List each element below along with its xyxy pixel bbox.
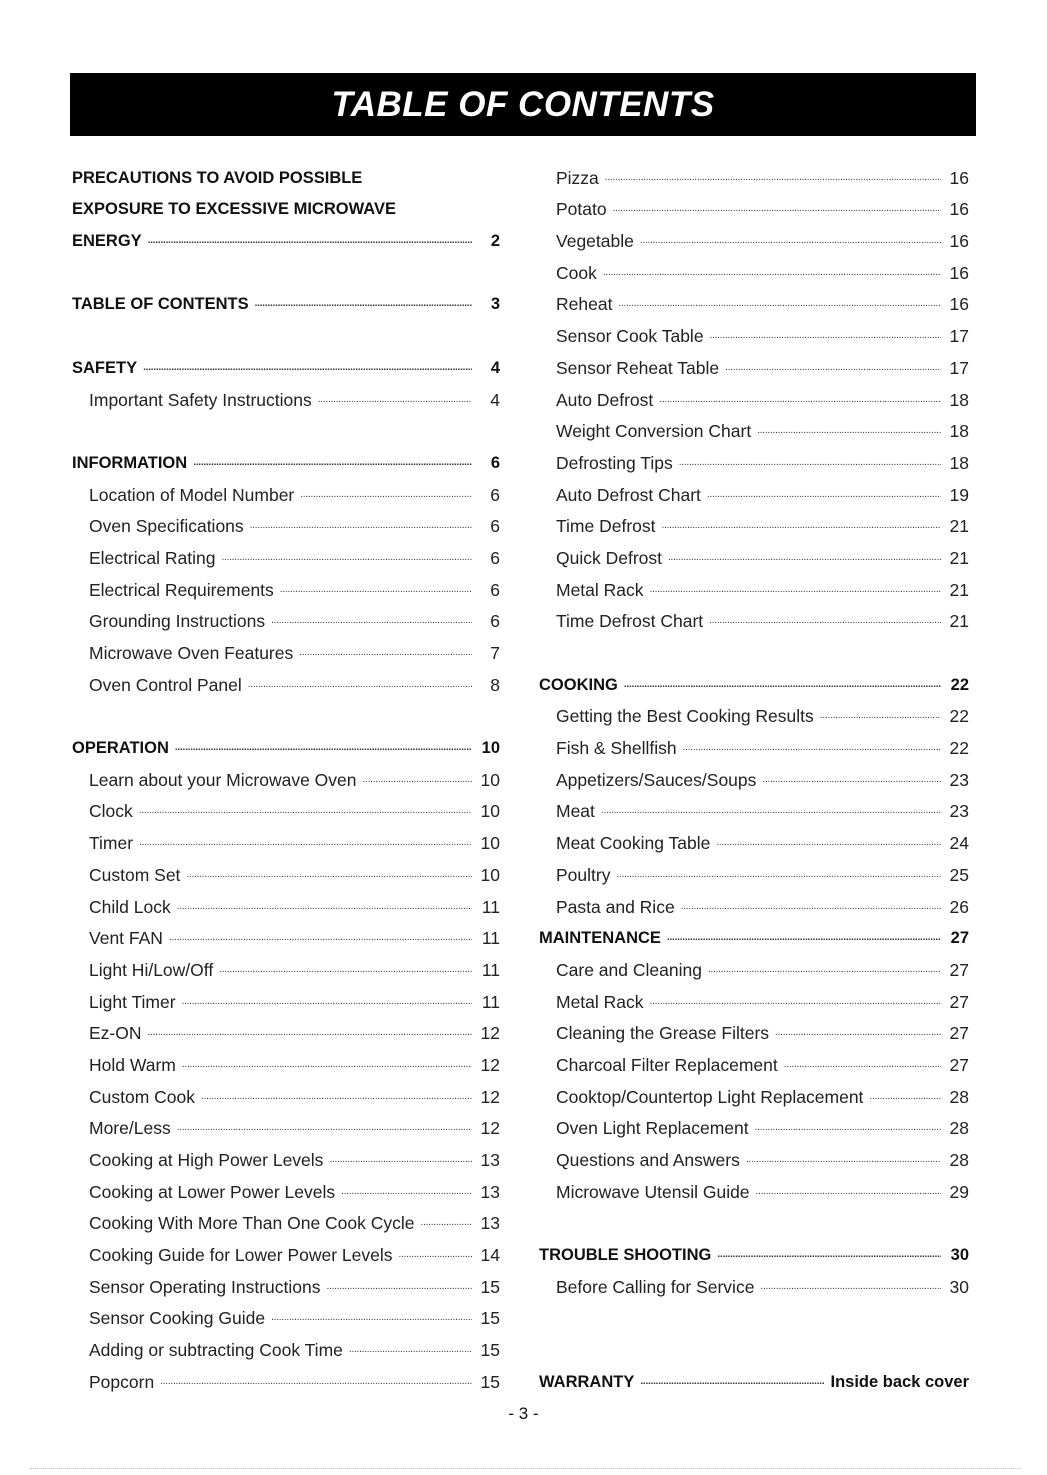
page-number: 25 bbox=[949, 864, 969, 885]
leader-dots bbox=[182, 1050, 472, 1076]
leader-dots bbox=[746, 1145, 941, 1171]
spacer bbox=[72, 411, 500, 443]
leader-dots bbox=[182, 987, 472, 1013]
leader-dots bbox=[186, 860, 472, 886]
operation-items bbox=[72, 759, 500, 1393]
leader-dots bbox=[221, 543, 472, 569]
toc-entry[interactable]: Cooktop/Countertop Light Replacement . . . 28 bbox=[539, 1076, 969, 1108]
page-number: 15 bbox=[480, 1276, 500, 1297]
leader-dots bbox=[616, 860, 941, 886]
leader-dots bbox=[271, 606, 472, 632]
page-number: 18 bbox=[949, 452, 969, 473]
page-number: 12 bbox=[480, 1086, 500, 1107]
page-number: 18 bbox=[949, 421, 969, 442]
leader-dots bbox=[755, 1113, 941, 1139]
page-number: 13 bbox=[480, 1213, 500, 1234]
leader-dots bbox=[250, 511, 472, 537]
leader-dots bbox=[327, 1272, 472, 1298]
leader-dots bbox=[280, 575, 472, 601]
leader-dots bbox=[640, 1368, 824, 1393]
toc-entry[interactable]: Weight Conversion Chart . . . 18 bbox=[539, 411, 969, 443]
leader-dots bbox=[757, 416, 941, 442]
toc-entry[interactable]: Microwave Utensil Guide . . . 29 bbox=[539, 1171, 969, 1203]
toc-entry[interactable]: Grounding Instructions . . . 6 bbox=[72, 601, 500, 633]
toc-entry[interactable]: Custom Cook . . . 12 bbox=[72, 1076, 500, 1108]
page-number: 27 bbox=[949, 959, 969, 980]
leader-dots bbox=[716, 828, 941, 854]
leader-dots bbox=[148, 227, 472, 252]
leader-dots bbox=[603, 258, 941, 284]
toc-entry[interactable]: Child Lock . . . 11 bbox=[72, 886, 500, 918]
leader-dots bbox=[193, 449, 472, 474]
page-number: 27 bbox=[949, 991, 969, 1012]
page-number: 21 bbox=[949, 611, 969, 632]
toc-entry[interactable]: Cook . . . 16 bbox=[539, 252, 969, 284]
toc-heading-precautions-line1: PRECAUTIONS TO AVOID POSSIBLE bbox=[72, 168, 363, 187]
leader-dots bbox=[760, 1272, 941, 1298]
leader-dots bbox=[708, 955, 941, 981]
leader-dots bbox=[201, 1082, 472, 1108]
trouble-items bbox=[539, 1266, 969, 1298]
toc-entry[interactable]: Getting the Best Cooking Results . . . 22 bbox=[539, 696, 969, 728]
leader-dots bbox=[148, 1018, 473, 1044]
page-number: 6 bbox=[490, 484, 500, 505]
operation-continued-items bbox=[539, 157, 969, 632]
page-number: 10 bbox=[481, 739, 500, 758]
toc-entry[interactable]: Sensor Cook Table . . . 17 bbox=[539, 315, 969, 347]
spacer bbox=[539, 632, 969, 664]
toc-entry[interactable]: Cleaning the Grease Filters . . . 27 bbox=[539, 1013, 969, 1045]
toc-entry-warranty[interactable]: WARRANTY . . . Inside back cover bbox=[539, 1361, 969, 1393]
title-banner bbox=[70, 73, 976, 136]
spacer bbox=[72, 252, 500, 284]
spacer bbox=[72, 315, 500, 347]
page-number: 16 bbox=[949, 167, 969, 188]
page-number: 26 bbox=[949, 896, 969, 917]
page-number: 21 bbox=[949, 516, 969, 537]
spacer bbox=[539, 1203, 969, 1235]
toc-entry[interactable]: Auto Defrost . . . 18 bbox=[539, 379, 969, 411]
leader-dots bbox=[668, 543, 941, 569]
page-number: 6 bbox=[490, 547, 500, 568]
toc-entry-safety[interactable]: SAFETY . . . 4 bbox=[72, 347, 500, 379]
toc-right-column bbox=[539, 157, 969, 1393]
page-number: 10 bbox=[480, 769, 500, 790]
page-number: 22 bbox=[950, 675, 969, 694]
page-number: 12 bbox=[480, 1054, 500, 1075]
toc-entry[interactable]: Cooking at High Power Levels . . . 13 bbox=[72, 1139, 500, 1171]
leader-dots bbox=[709, 606, 941, 632]
page-number: 17 bbox=[949, 326, 969, 347]
toc-entry[interactable]: Pizza . . . 16 bbox=[539, 157, 969, 189]
page-number: 11 bbox=[481, 991, 500, 1012]
leader-dots bbox=[725, 353, 941, 379]
page-number: 30 bbox=[950, 1246, 969, 1265]
toc-entry[interactable]: Sensor Operating Instructions . . . 15 bbox=[72, 1266, 500, 1298]
toc-entry-precautions[interactable]: ENERGY . . . 2 bbox=[72, 220, 500, 252]
leader-dots bbox=[160, 1367, 472, 1393]
spacer bbox=[539, 1298, 969, 1330]
toc-entry[interactable]: Clock . . . 10 bbox=[72, 791, 500, 823]
cooking-items bbox=[539, 696, 969, 918]
page-number: 28 bbox=[949, 1086, 969, 1107]
page-title: TABLE OF CONTENTS bbox=[331, 84, 715, 124]
toc-entry[interactable]: Defrosting Tips . . . 18 bbox=[539, 442, 969, 474]
toc-entry[interactable]: Oven Light Replacement . . . 28 bbox=[539, 1108, 969, 1140]
toc-entry-cooking[interactable]: COOKING . . . 22 bbox=[539, 664, 969, 696]
toc-entry[interactable]: Electrical Rating . . . 6 bbox=[72, 537, 500, 569]
information-items bbox=[72, 474, 500, 696]
leader-dots bbox=[329, 1145, 472, 1171]
spacer bbox=[539, 1329, 969, 1361]
leader-dots bbox=[717, 1241, 941, 1266]
page-number: 16 bbox=[949, 262, 969, 283]
leader-dots bbox=[421, 1208, 472, 1234]
page-number: 22 bbox=[949, 706, 969, 727]
page-number: 28 bbox=[949, 1118, 969, 1139]
page-number: 27 bbox=[950, 929, 969, 948]
page-number: 4 bbox=[490, 389, 500, 410]
page-number: 6 bbox=[490, 453, 500, 472]
page-number: 16 bbox=[949, 231, 969, 252]
leader-dots bbox=[318, 385, 472, 411]
toc-entry[interactable]: Auto Defrost Chart . . . 19 bbox=[539, 474, 969, 506]
toc-entry[interactable]: Cooking With More Than One Cook Cycle . . . 13 bbox=[72, 1203, 500, 1235]
page-number: 16 bbox=[949, 294, 969, 315]
leader-dots bbox=[399, 1240, 473, 1266]
leader-dots bbox=[707, 480, 941, 506]
leader-dots bbox=[605, 163, 941, 189]
leader-dots bbox=[248, 670, 472, 696]
toc-entry[interactable]: Questions and Answers . . . 28 bbox=[539, 1139, 969, 1171]
toc-entry[interactable]: Time Defrost . . . 21 bbox=[539, 506, 969, 538]
toc-entry-maintenance[interactable]: MAINTENANCE . . . 27 bbox=[539, 918, 969, 950]
toc-entry[interactable]: Metal Rack . . . 21 bbox=[539, 569, 969, 601]
toc-entry[interactable]: Meat . . . 23 bbox=[539, 791, 969, 823]
toc-entry[interactable]: Metal Rack . . . 27 bbox=[539, 981, 969, 1013]
page-number: 10 bbox=[480, 864, 500, 885]
leader-dots bbox=[219, 955, 472, 981]
page-footer-number: - 3 - bbox=[508, 1404, 539, 1423]
page-number: 15 bbox=[480, 1371, 500, 1392]
page-number: 11 bbox=[481, 928, 500, 949]
toc-entry[interactable]: Charcoal Filter Replacement . . . 27 bbox=[539, 1044, 969, 1076]
toc-entry[interactable]: Popcorn . . . 15 bbox=[72, 1361, 500, 1393]
page-number: 12 bbox=[480, 1118, 500, 1139]
toc-entry[interactable]: Reheat . . . 16 bbox=[539, 284, 969, 316]
toc-entry[interactable]: More/Less . . . 12 bbox=[72, 1108, 500, 1140]
leader-dots bbox=[659, 385, 941, 411]
page-number: 14 bbox=[480, 1245, 500, 1266]
leader-dots bbox=[710, 321, 941, 347]
page-number: 8 bbox=[490, 674, 500, 695]
toc-entry[interactable]: Before Calling for Service . . . 30 bbox=[539, 1266, 969, 1298]
page-number: 6 bbox=[490, 516, 500, 537]
page-number: 30 bbox=[949, 1276, 969, 1297]
leader-dots bbox=[271, 1303, 472, 1329]
leader-dots bbox=[624, 671, 941, 696]
leader-dots bbox=[143, 354, 472, 379]
page-number: 2 bbox=[490, 232, 500, 251]
toc-entry[interactable]: Custom Set . . . 10 bbox=[72, 854, 500, 886]
page-number: 18 bbox=[949, 389, 969, 410]
leader-dots bbox=[300, 480, 472, 506]
leader-dots bbox=[175, 734, 472, 759]
page-number: 12 bbox=[480, 1023, 500, 1044]
leader-dots bbox=[820, 701, 941, 727]
toc-entry-trouble-shooting[interactable]: TROUBLE SHOOTING . . . 30 bbox=[539, 1234, 969, 1266]
page-number: 13 bbox=[480, 1181, 500, 1202]
leader-dots bbox=[177, 892, 472, 918]
toc-entry[interactable]: Care and Cleaning . . . 27 bbox=[539, 949, 969, 981]
leader-dots bbox=[139, 828, 472, 854]
leader-dots bbox=[255, 290, 472, 315]
page-number: 11 bbox=[481, 959, 500, 980]
toc-entry[interactable]: Cooking at Lower Power Levels . . . 13 bbox=[72, 1171, 500, 1203]
toc-entry[interactable]: Fish & Shellfish . . . 22 bbox=[539, 727, 969, 759]
toc-entry[interactable]: Potato . . . 16 bbox=[539, 189, 969, 221]
page-number: 27 bbox=[949, 1023, 969, 1044]
page-number: 27 bbox=[949, 1054, 969, 1075]
toc-entry-operation[interactable]: OPERATION . . . 10 bbox=[72, 727, 500, 759]
toc-entry[interactable]: Cooking Guide for Lower Power Levels . . . 14 bbox=[72, 1234, 500, 1266]
leader-dots bbox=[601, 796, 941, 822]
toc-entry[interactable]: Appetizers/Sauces/Soups . . . 23 bbox=[539, 759, 969, 791]
page-number: 23 bbox=[949, 769, 969, 790]
toc-entry[interactable]: Sensor Reheat Table . . . 17 bbox=[539, 347, 969, 379]
page-number: 15 bbox=[480, 1308, 500, 1329]
toc-entry[interactable]: Important Safety Instructions . . . 4 bbox=[72, 379, 500, 411]
leader-dots bbox=[613, 194, 941, 220]
leader-dots bbox=[341, 1177, 472, 1203]
leader-dots bbox=[640, 226, 941, 252]
page-number: 24 bbox=[949, 833, 969, 854]
page-number: 13 bbox=[480, 1150, 500, 1170]
toc-entry[interactable]: Pasta and Rice . . . 26 bbox=[539, 886, 969, 918]
page-number: 29 bbox=[949, 1181, 969, 1202]
toc-entry[interactable]: Ez-ON . . . 12 bbox=[72, 1013, 500, 1045]
toc-left-column bbox=[72, 157, 500, 1393]
page-number: 28 bbox=[949, 1150, 969, 1170]
page-number: 23 bbox=[949, 801, 969, 822]
page-number: 6 bbox=[490, 611, 500, 632]
page-number: 10 bbox=[480, 833, 500, 854]
toc-entry[interactable]: Time Defrost Chart . . . 21 bbox=[539, 601, 969, 633]
page-number: 11 bbox=[481, 896, 500, 917]
leader-dots bbox=[662, 511, 941, 537]
page-number: 4 bbox=[490, 358, 500, 377]
toc-entry[interactable]: Microwave Oven Features . . . 7 bbox=[72, 632, 500, 664]
leader-dots bbox=[618, 289, 941, 315]
toc-entry[interactable]: Vent FAN . . . 11 bbox=[72, 918, 500, 950]
toc-entry[interactable]: Light Hi/Low/Off . . . 11 bbox=[72, 949, 500, 981]
leader-dots bbox=[667, 924, 941, 949]
toc-entry[interactable]: Hold Warm . . . 12 bbox=[72, 1044, 500, 1076]
page-number: 6 bbox=[490, 579, 500, 600]
leader-dots bbox=[299, 638, 472, 664]
leader-dots bbox=[139, 796, 472, 822]
toc-entry[interactable]: Oven Specifications . . . 6 bbox=[72, 506, 500, 538]
leader-dots bbox=[169, 923, 472, 949]
leader-dots bbox=[177, 1113, 472, 1139]
page-number: 19 bbox=[949, 484, 969, 505]
page-number: 7 bbox=[490, 643, 500, 663]
toc-entry[interactable]: Sensor Cooking Guide . . . 15 bbox=[72, 1298, 500, 1330]
page-number: 21 bbox=[949, 547, 969, 568]
spacer bbox=[72, 696, 500, 728]
leader-dots bbox=[762, 765, 941, 791]
toc-entry[interactable]: Quick Defrost . . . 21 bbox=[539, 537, 969, 569]
toc-entry[interactable]: Location of Model Number . . . 6 bbox=[72, 474, 500, 506]
page-number: 15 bbox=[480, 1340, 500, 1361]
toc-entry[interactable]: Adding or subtracting Cook Time . . . 15 bbox=[72, 1329, 500, 1361]
toc-entry[interactable]: Electrical Requirements . . . 6 bbox=[72, 569, 500, 601]
toc-entry[interactable]: Meat Cooking Table . . . 24 bbox=[539, 822, 969, 854]
toc-entry-table-of-contents[interactable]: TABLE OF CONTENTS . . . 3 bbox=[72, 284, 500, 316]
leader-dots bbox=[683, 733, 941, 759]
leader-dots bbox=[869, 1082, 941, 1108]
toc-heading-precautions-line2: EXPOSURE TO EXCESSIVE MICROWAVE bbox=[72, 200, 396, 219]
page-number: 16 bbox=[949, 199, 969, 220]
leader-dots bbox=[650, 575, 941, 601]
toc-entry-information[interactable]: INFORMATION . . . 6 bbox=[72, 442, 500, 474]
leader-dots bbox=[363, 765, 473, 791]
leader-dots bbox=[679, 448, 941, 474]
leader-dots bbox=[756, 1177, 941, 1203]
page-number: 17 bbox=[949, 357, 969, 378]
page-number: 10 bbox=[480, 801, 500, 822]
leader-dots bbox=[650, 987, 941, 1013]
toc-entry[interactable]: Light Timer . . . 11 bbox=[72, 981, 500, 1013]
toc-entry[interactable]: Timer . . . 10 bbox=[72, 822, 500, 854]
bottom-divider bbox=[30, 1468, 1020, 1469]
maintenance-items bbox=[539, 949, 969, 1203]
toc-entry[interactable]: Learn about your Microwave Oven . . . 10 bbox=[72, 759, 500, 791]
toc-entry[interactable]: Poultry . . . 25 bbox=[539, 854, 969, 886]
page-number: 3 bbox=[490, 295, 500, 314]
page-number: 21 bbox=[949, 579, 969, 600]
leader-dots bbox=[775, 1018, 941, 1044]
page-number: Inside back cover bbox=[830, 1372, 969, 1391]
toc-entry[interactable]: Oven Control Panel . . . 8 bbox=[72, 664, 500, 696]
page-number: 22 bbox=[949, 738, 969, 759]
leader-dots bbox=[784, 1050, 941, 1076]
leader-dots bbox=[681, 892, 941, 918]
toc-entry[interactable]: Vegetable . . . 16 bbox=[539, 220, 969, 252]
leader-dots bbox=[349, 1335, 472, 1361]
